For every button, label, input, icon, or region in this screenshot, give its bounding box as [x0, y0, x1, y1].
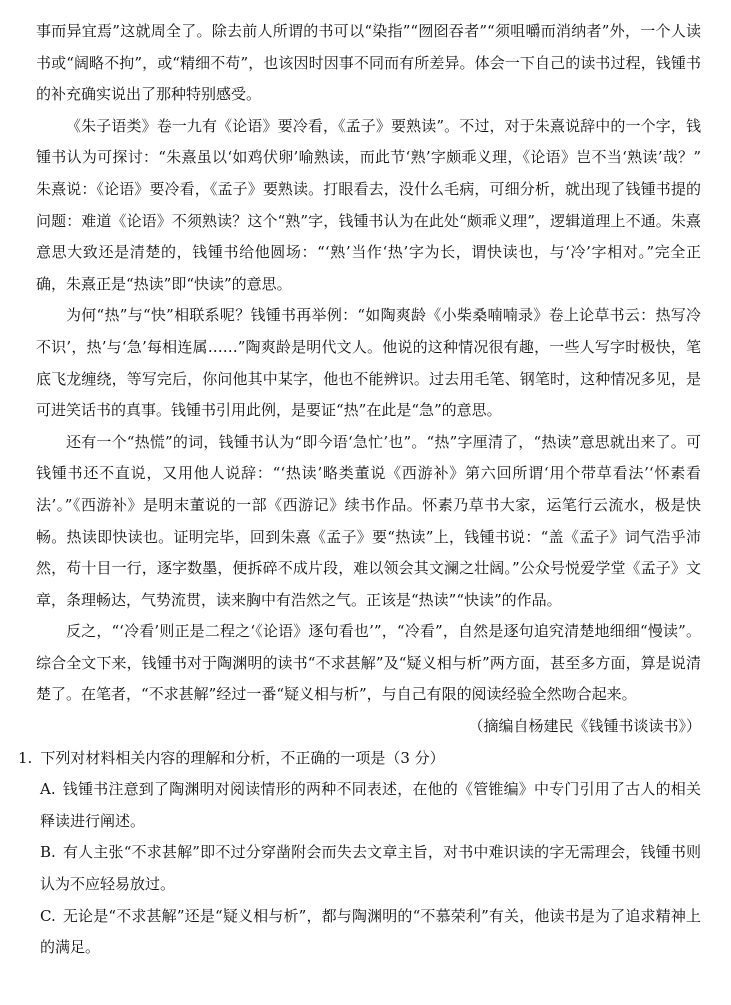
question-stem: 下列对材料相关内容的理解和分析，不正确的一项是（3 分）	[40, 748, 445, 767]
option-a-text: 钱锺书注意到了陶渊明对阅读情形的两种不同表述，在他的《管锥编》中专门引用了古人的相关释读进行阐述。	[40, 780, 701, 830]
option-c-label: C.	[40, 906, 56, 925]
question-1-option-a	[40, 774, 701, 837]
question-1	[18, 743, 701, 775]
body-paragraph-fanzhi: 反之，“‘冷看’则正是二程之‘《论语》逐句看也’”，“冷看”，自然是逐句追究清楚地细细“慢读”。综合全文下来，钱锺书对于陶渊明的读书“不求甚解”及“疑义相与析”两方面，甚至多方面，算是说清楚了。在笔者，“不求甚解”经过一番“疑义相与析”，与自己有限的阅读经验全然吻合起来。	[36, 622, 701, 704]
option-b-label: B.	[40, 843, 56, 862]
option-a-label: A.	[40, 780, 56, 799]
option-c-text: 无论是“不求甚解”还是“疑义相与析”，都与陶渊明的“不慕荣利”有关，他读书是为了追求精神上的满足。	[40, 906, 701, 957]
body-paragraph-rehuang: 还有一个“热慌”的词，钱锺书认为“即今语‘急忙’也”。“热”字厘清了，“热读”意思就出来了。可钱锺书还不直说，又用他人说辞：“‘热读’略类董说《西游补》第六回所谓‘用个带草看法’‘怀素看法’。”《西游补》是明末董说的一部《西游记》续书作品。怀素乃草书大家，运笔行云流水，极是快畅。热读即快读也。证明完毕，回到朱熹《孟子》要“热读”上，钱锺书说：“盖《孟子》词气浩乎沛然，苟十目一行，逐字数墨，便拆碎不成片段，难以领会其文澜之壮阔。”公众号悦爱学堂《孟子》文章，条理畅达，气势流贯，读来胸中有浩然之气。正该是“热读”“快读”的作品。	[36, 432, 701, 609]
question-1-option-b	[40, 837, 701, 900]
body-paragraph-re-kuai: 为何“热”与“快”相联系呢？钱锺书再举例：“如陶爽龄《小柴桑喃喃录》卷上论草书云：热写冷不识’，热’与‘急’每相连属……”陶爽龄是明代文人。他说的这种情况很有趣，一些人写字时极快，笔底飞龙缠绕，等写完后，你问他其中某字，他也不能辨识。过去用毛笔、钢笔时，这种情况多见，是可进笑话书的真事。钱锺书引用此例，是要证“热”在此是“急”的意思。	[36, 306, 701, 420]
question-number: 1.	[18, 748, 33, 767]
source-attribution: （摘编自杨建民《钱锺书谈读书》）	[468, 717, 701, 736]
body-paragraph-zhuzi-yulei: 《朱子语类》卷一九有《论语》要冷看，《孟子》要熟读”。不过，对于朱熹说辞中的一个字，钱锺书认为可探讨：“朱熹虽以‘如鸡伏卵’喻熟读，而此节‘熟’字颇乖义理，《论语》岂不当‘熟读’哉？”朱熹说：《论语》要冷看，《孟子》要熟读。打眼看去，没什么毛病，可细分析，就出现了钱锺书提的问题：难道《论语》不须熟读？这个“熟”字，钱锺书认为在此处“颇乖义理”，逻辑道理上不通。朱熹意思大致还是清楚的，钱锺书给他圆场：“‘熟’当作‘热’字为长，谓快读也，与‘冷’字相对。”完全正确，朱熹正是“热读”即“快读”的意思。	[36, 116, 701, 293]
body-paragraph-continuation: 事而异宜焉”这就周全了。除去前人所谓的书可以“染指”“囫囵吞者”“须咀嚼而消纳者”外，一个人读书或“阔略不拘”，或“精细不苟”，也该因时因事不同而有所差异。体会一下自己的读书过程，钱锺书的补充确实说出了那种特别感受。	[36, 22, 701, 104]
question-1-option-c	[40, 901, 701, 964]
option-b-text: 有人主张“不求甚解”即不过分穿凿附会而失去文章主旨，对书中难识读的字无需理会，钱锺书则认为不应轻易放过。	[40, 843, 701, 894]
